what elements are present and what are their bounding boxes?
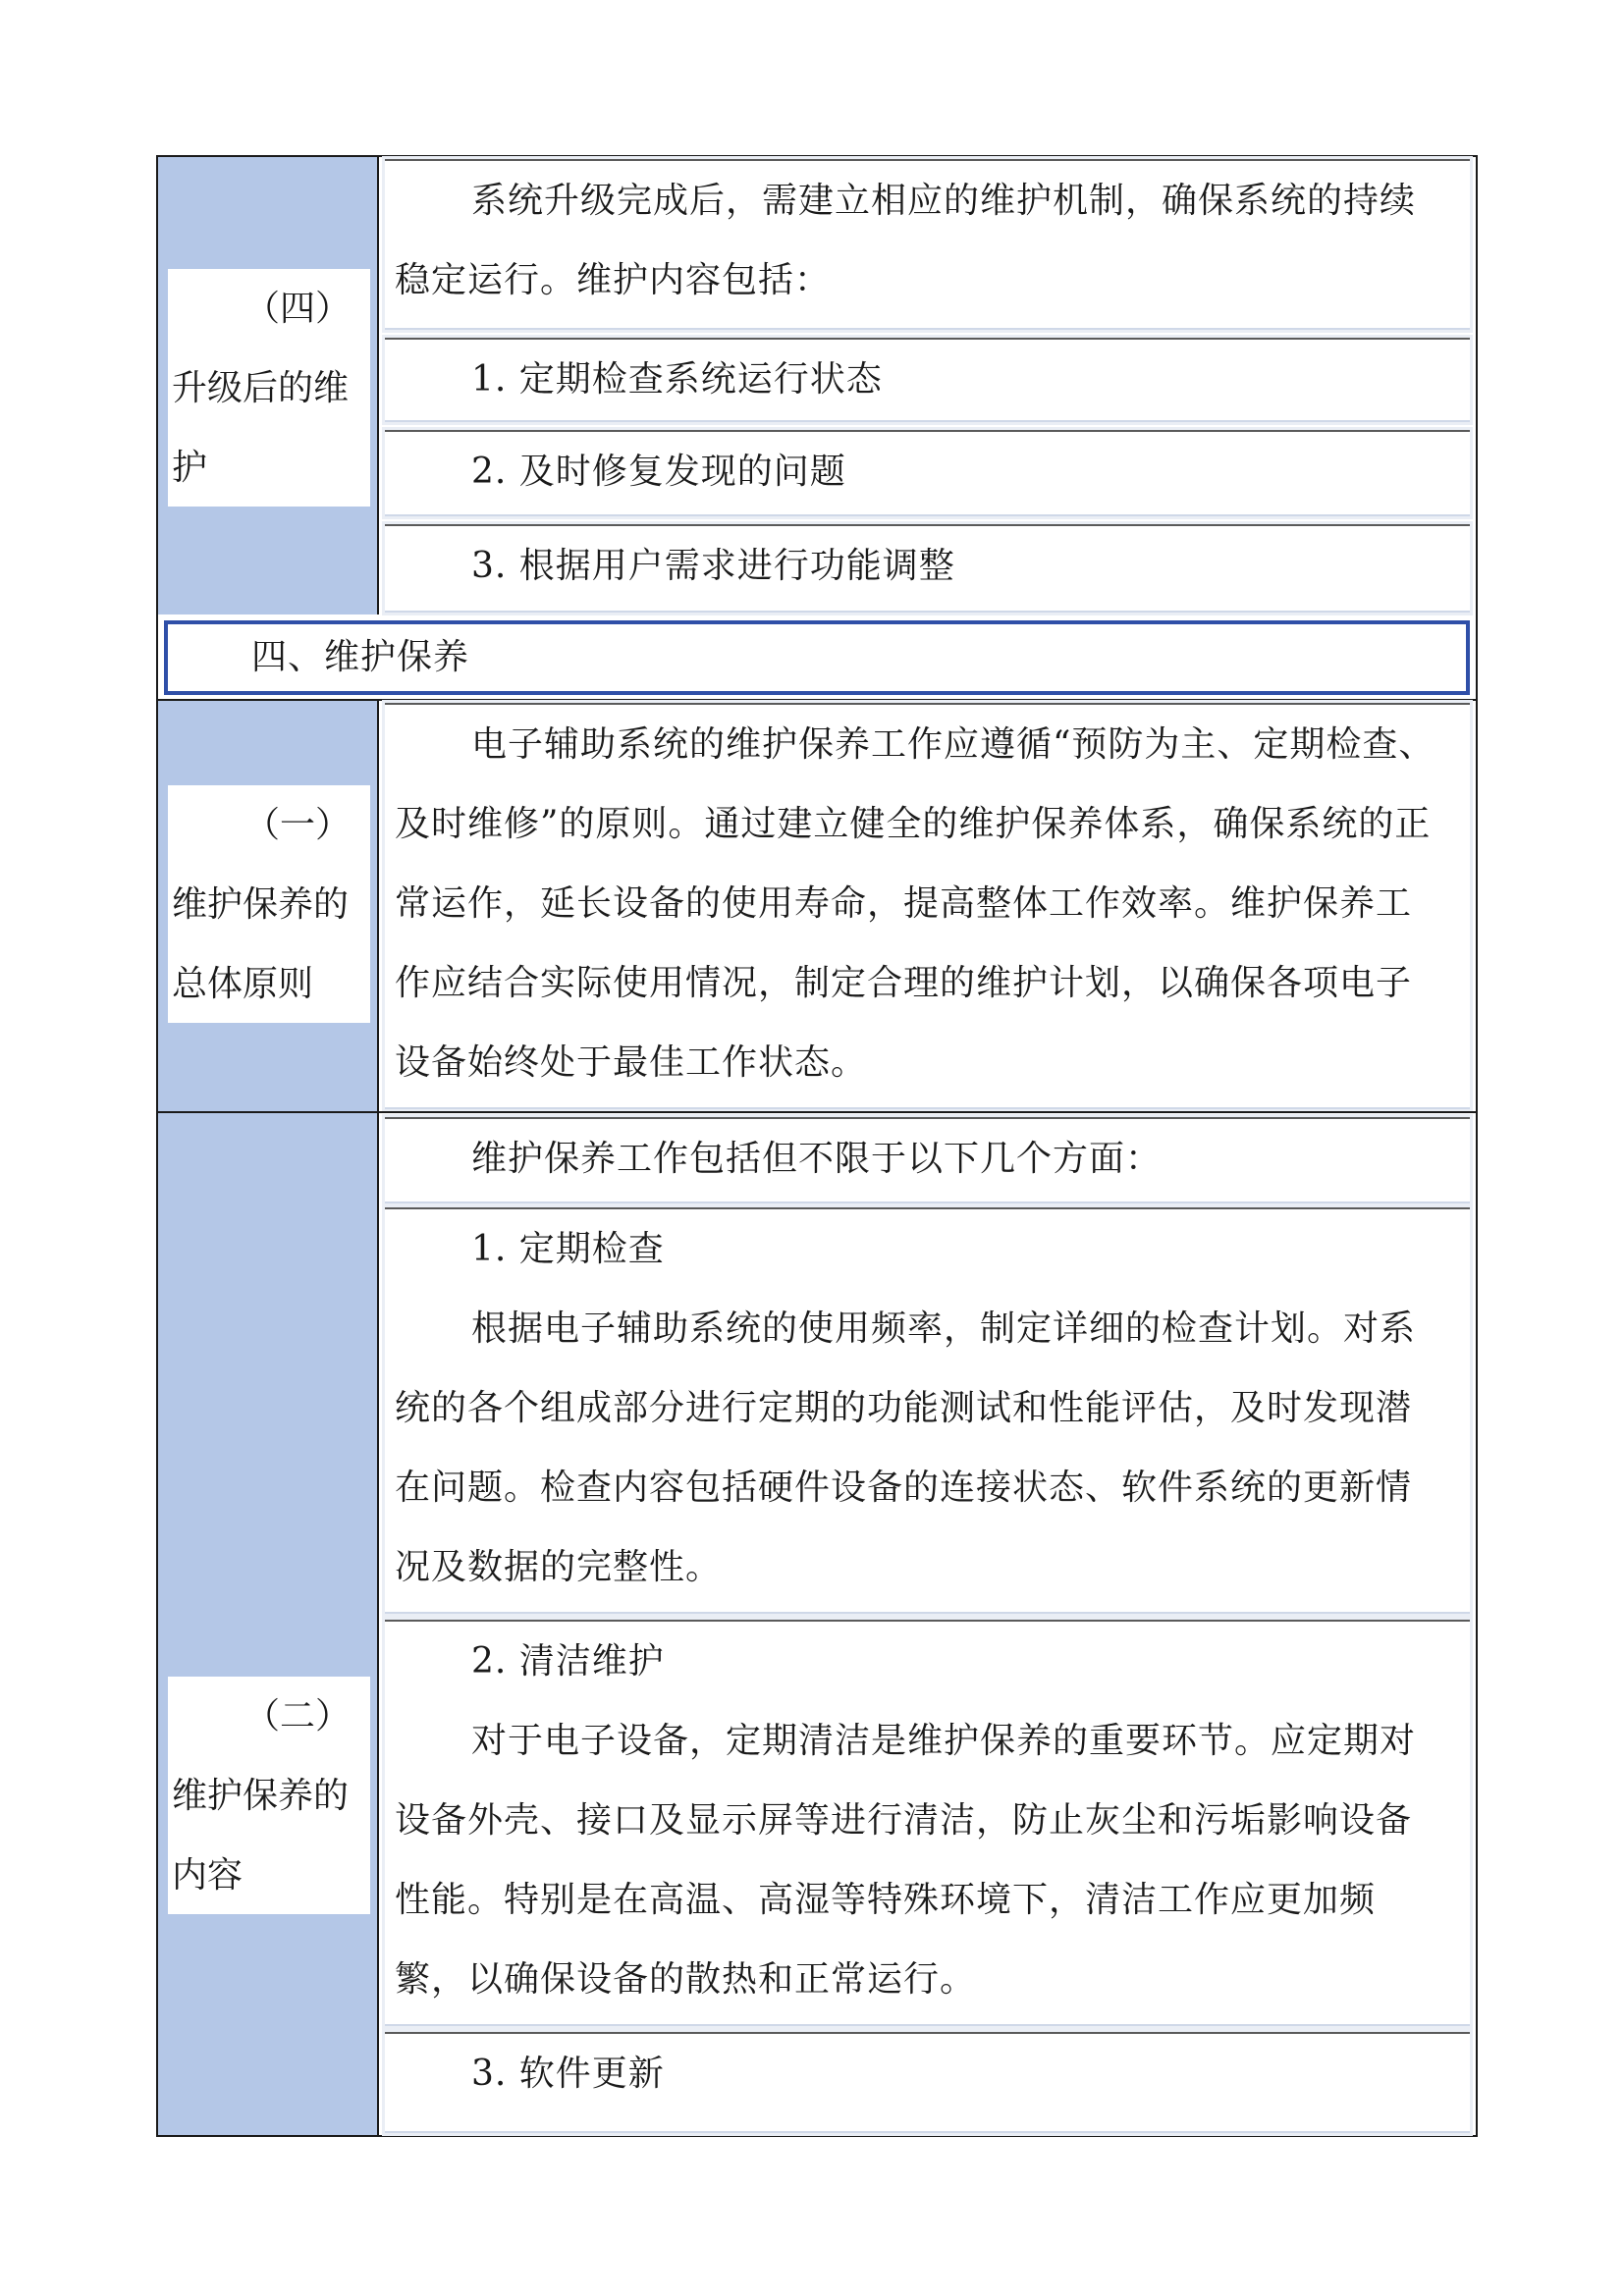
software-title: 3. 软件更新 — [471, 2054, 665, 2094]
content-intro: 维护保养工作包括但不限于以下几个方面： — [471, 1139, 1163, 1179]
upgrade-item-cell — [385, 524, 1470, 613]
upgrade-item-3: 3. 根据用户需求进行功能调整 — [471, 546, 955, 586]
content-cells-upgrade — [379, 157, 1476, 614]
label-line: 维护保养的 — [172, 1776, 350, 1816]
label-cell-content — [158, 1113, 379, 2135]
clean-text: 对于电子设备，定期清洁是维护保养的重要环节。应定期对设备外壳、接口及显示屏等进行清洁，防止灰尘和污垢影响设备性能。特别是在高温、高湿等特殊环境下，清洁工作应更加频繁，以确保设备的散热和正常运行。 — [395, 1721, 1417, 2000]
content-cells-maintenance — [379, 1113, 1476, 2135]
row-general-principle — [158, 701, 1476, 1111]
section-heading: 四、维护保养 — [164, 620, 1470, 695]
row-maintenance-content — [158, 1113, 1476, 2135]
clean-cell — [385, 1620, 1470, 2026]
check-text: 根据电子辅助系统的使用频率，制定详细的检查计划。对系统的各个组成部分进行定期的功能测试和性能评估，及时发现潜在问题。检查内容包括硬件设备的连接状态、软件系统的更新情况及数据的完整性。 — [395, 1308, 1417, 1587]
content-cells-principle — [379, 701, 1476, 1111]
principle-cell — [385, 703, 1470, 1109]
maintenance-table — [156, 155, 1478, 2137]
label-line: 护 — [172, 448, 208, 488]
label-box-content — [168, 1677, 370, 1914]
label-box-principle — [168, 785, 370, 1023]
upgrade-intro-text: 系统升级完成后，需建立相应的维护机制，确保系统的持续稳定运行。维护内容包括： — [395, 181, 1417, 300]
section-heading-row — [158, 616, 1476, 699]
label-line: 内容 — [172, 1855, 244, 1896]
upgrade-intro-cell — [385, 159, 1470, 330]
label-line: 维护保养的 — [172, 884, 350, 925]
check-title: 1. 定期检查 — [471, 1229, 665, 1269]
row-upgrade-maintenance — [158, 157, 1476, 614]
label-number: （一） — [244, 805, 351, 845]
label-line: 总体原则 — [172, 964, 314, 1004]
upgrade-item-cell — [385, 430, 1470, 516]
label-cell-principle — [158, 701, 379, 1111]
content-intro-cell — [385, 1117, 1470, 1203]
software-cell — [385, 2032, 1470, 2133]
label-number: （二） — [244, 1696, 351, 1736]
upgrade-item-1: 1. 定期检查系统运行状态 — [471, 359, 883, 400]
principle-text: 电子辅助系统的维护保养工作应遵循“预防为主、定期检查、及时维修”的原则。通过建立健全的维护保养体系，确保系统的正常运作，延长设备的使用寿命，提高整体工作效率。维护保养工作应结合实际使用情况，制定合理的维护计划，以确保各项电子设备始终处于最佳工作状态。 — [395, 724, 1435, 1083]
upgrade-item-2: 2. 及时修复发现的问题 — [471, 452, 846, 492]
clean-title: 2. 清洁维护 — [471, 1641, 665, 1682]
upgrade-item-cell — [385, 338, 1470, 422]
label-line: 升级后的维 — [172, 368, 350, 408]
label-number: （四） — [244, 289, 351, 329]
label-box-upgrade — [168, 269, 370, 507]
check-cell — [385, 1207, 1470, 1614]
label-cell-upgrade — [158, 157, 379, 614]
